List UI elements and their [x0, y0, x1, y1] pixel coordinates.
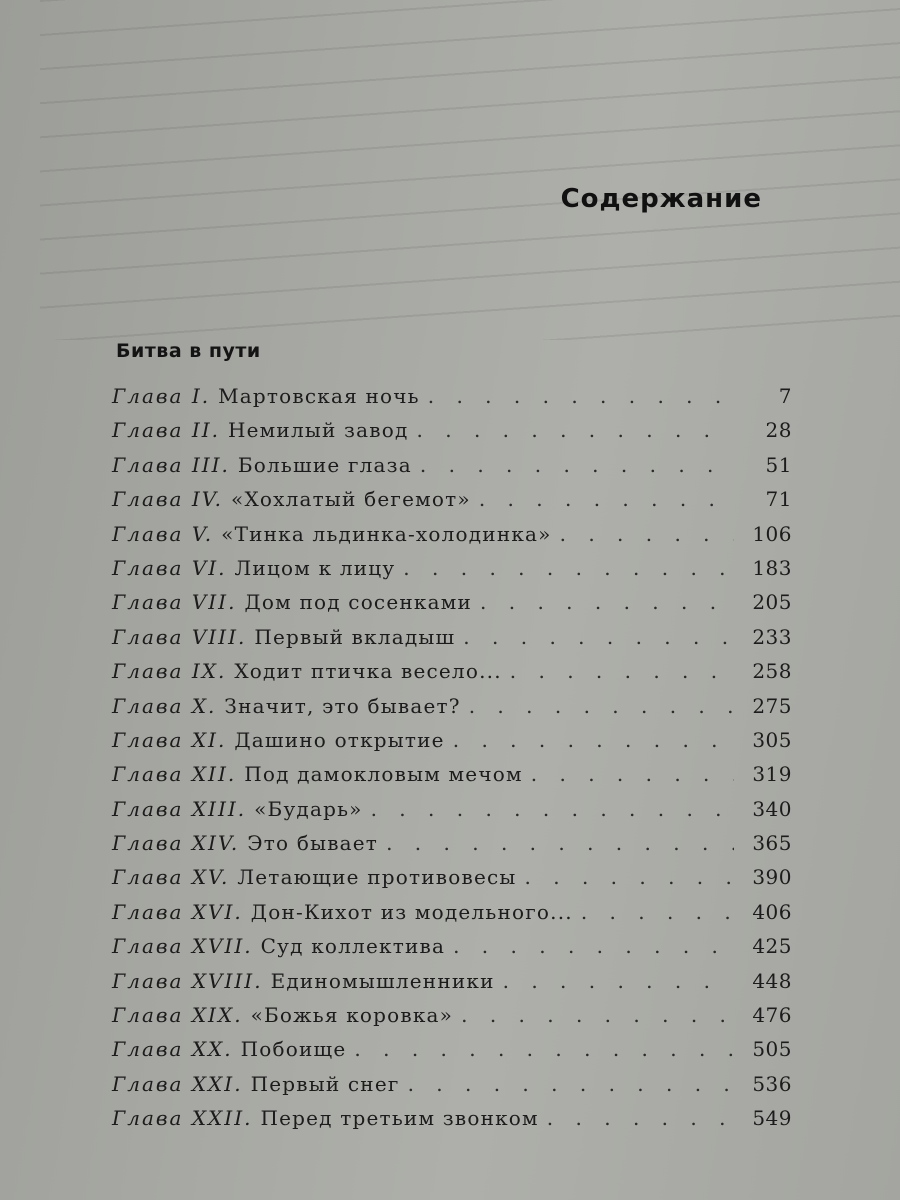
page-number: 106	[752, 521, 792, 546]
page-number: 476	[752, 1003, 792, 1028]
dot-leader	[560, 522, 734, 546]
page-number: 549	[752, 1106, 792, 1131]
toc-entry	[112, 1072, 792, 1106]
chapter-label: Глава XVII.	[112, 934, 253, 959]
dot-leader	[503, 969, 734, 993]
page-number: 319	[752, 762, 792, 787]
chapter-label: Глава XIV.	[112, 831, 240, 856]
page-number: 305	[752, 727, 792, 752]
chapter-label: Глава XI.	[112, 727, 227, 752]
toc-entry	[112, 384, 792, 418]
page-number: 183	[752, 555, 792, 580]
chapter-label: Глава II.	[112, 418, 220, 443]
dot-leader	[531, 762, 734, 786]
chapter-title: «Божья коровка»	[250, 1003, 454, 1028]
page-number: 505	[752, 1037, 792, 1062]
chapter-label: Глава XVI.	[112, 899, 243, 924]
toc-entry	[112, 934, 792, 968]
chapter-title: Дашино открытие	[234, 727, 445, 752]
toc-entry	[112, 590, 792, 624]
toc-entry	[112, 900, 792, 934]
chapter-title: Единомышленники	[270, 968, 495, 993]
dot-leader	[403, 556, 734, 580]
page-number: 390	[752, 865, 792, 890]
page-number: 7	[778, 384, 792, 408]
toc-entry	[112, 1037, 792, 1071]
chapter-title: Дон-Кихот из модельного...	[250, 899, 573, 924]
chapter-title: Перед третьим звонком	[260, 1106, 539, 1131]
toc-entry	[112, 728, 792, 762]
page-number: 365	[752, 831, 792, 856]
chapter-title: Под дамокловым мечом	[244, 762, 523, 787]
chapter-label: Глава XXI.	[112, 1071, 243, 1096]
chapter-title: «Хохлатый бегемот»	[231, 487, 471, 512]
toc-entry	[112, 694, 792, 728]
page-number: 51	[765, 452, 792, 477]
section-heading: Битва в пути	[116, 340, 261, 362]
toc-entry	[112, 865, 792, 899]
chapter-title: Большие глаза	[237, 452, 412, 477]
chapter-title: Суд коллектива	[260, 934, 446, 959]
dot-leader	[386, 831, 734, 855]
dot-leader	[417, 418, 734, 442]
toc-entry	[112, 522, 792, 556]
toc-entry	[112, 487, 792, 521]
chapter-title: Немилый завод	[227, 418, 409, 443]
chapter-title: Дом под сосенками	[244, 590, 473, 615]
chapter-label: Глава XII.	[112, 762, 237, 787]
dot-leader	[453, 934, 734, 958]
dot-leader	[354, 1037, 734, 1061]
page-number: 340	[752, 796, 792, 821]
chapter-title: Первый снег	[250, 1071, 400, 1096]
chapter-label: Глава III.	[112, 452, 230, 477]
chapter-label: Глава XIX.	[112, 1003, 243, 1028]
chapter-label: Глава I.	[112, 384, 211, 408]
dot-leader	[581, 900, 734, 924]
chapter-label: Глава VIII.	[112, 624, 247, 649]
page-number: 205	[752, 590, 792, 615]
toc-entry	[112, 969, 792, 1003]
chapter-label: Глава XX.	[112, 1037, 233, 1062]
chapter-title: Летающие противовесы	[237, 865, 517, 890]
dot-leader	[469, 694, 734, 718]
chapter-title: Это бывает	[247, 831, 379, 856]
dot-leader	[461, 1003, 734, 1027]
dot-leader	[510, 659, 734, 683]
dot-leader	[479, 487, 734, 511]
page-number: 258	[752, 659, 792, 684]
dot-leader	[453, 728, 734, 752]
show-through-text	[40, 0, 900, 340]
page-number: 71	[765, 487, 792, 512]
page-number: 28	[765, 418, 792, 443]
chapter-title: Мартовская ночь	[218, 384, 420, 408]
dot-leader	[408, 1072, 734, 1096]
chapter-label: Глава XVIII.	[112, 968, 263, 993]
page-number: 275	[752, 693, 792, 718]
dot-leader	[480, 590, 734, 614]
toc-entry	[112, 659, 792, 693]
page-number: 448	[752, 968, 792, 993]
dot-leader	[525, 865, 734, 889]
toc-entry	[112, 418, 792, 452]
chapter-label: Глава VI.	[112, 555, 227, 580]
page-title: Содержание	[560, 184, 762, 214]
page-number: 406	[752, 899, 792, 924]
toc-entry	[112, 797, 792, 831]
chapter-label: Глава IV.	[112, 487, 224, 512]
dot-leader	[371, 797, 734, 821]
toc-entry	[112, 762, 792, 796]
page-number: 536	[752, 1071, 792, 1096]
chapter-label: Глава V.	[112, 521, 214, 546]
toc-entry	[112, 1106, 792, 1140]
toc-entry	[112, 625, 792, 659]
toc-entry	[112, 453, 792, 487]
chapter-title: Ходит птичка весело...	[234, 659, 502, 684]
dot-leader	[428, 384, 734, 408]
chapter-label: Глава X.	[112, 693, 217, 718]
chapter-label: Глава XV.	[112, 865, 230, 890]
chapter-title: Значит, это бывает?	[224, 693, 461, 718]
chapter-title: «Тинка льдинка-холодинка»	[221, 521, 552, 546]
chapter-label: Глава IX.	[112, 659, 227, 684]
table-of-contents	[112, 384, 792, 1141]
chapter-title: Первый вкладыш	[254, 624, 456, 649]
chapter-title: Побоище	[240, 1037, 347, 1062]
chapter-label: Глава VII.	[112, 590, 237, 615]
toc-entry	[112, 831, 792, 865]
toc-entry	[112, 1003, 792, 1037]
page-number: 233	[752, 624, 792, 649]
dot-leader	[547, 1106, 734, 1130]
chapter-title: Лицом к лицу	[234, 555, 396, 580]
dot-leader	[420, 453, 734, 477]
chapter-title: «Бударь»	[254, 796, 363, 821]
chapter-label: Глава XIII.	[112, 796, 247, 821]
page-number: 425	[752, 934, 792, 959]
chapter-label: Глава XXII.	[112, 1106, 253, 1131]
dot-leader	[463, 625, 734, 649]
toc-entry	[112, 556, 792, 590]
